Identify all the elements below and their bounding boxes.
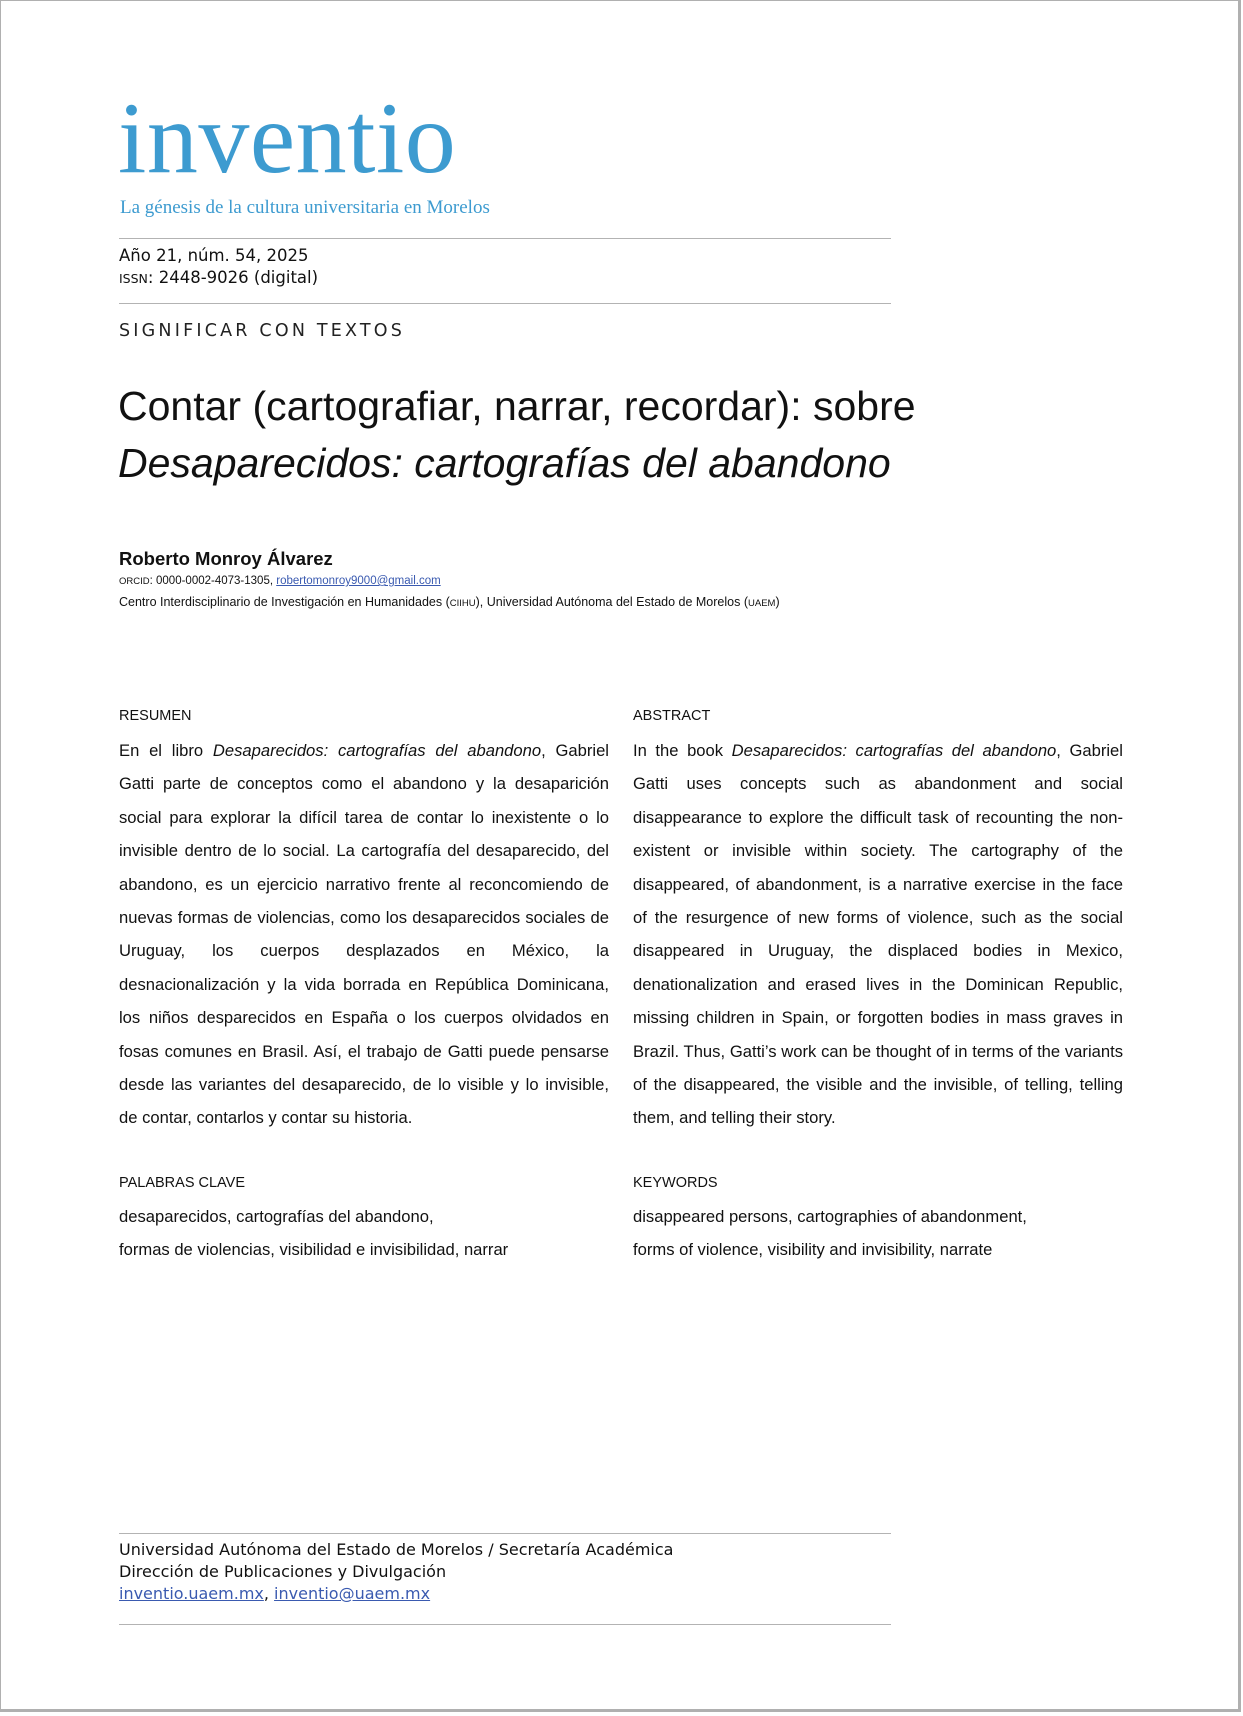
palabras-clave-heading: PALABRAS CLAVE xyxy=(119,1175,245,1191)
abstract-body xyxy=(633,734,1123,1135)
orcid-label: ORCID xyxy=(119,576,150,587)
palabras-clave-list xyxy=(119,1200,609,1267)
author-affiliation xyxy=(119,595,780,609)
issn-info xyxy=(119,268,318,289)
keywords-heading: KEYWORDS xyxy=(633,1175,718,1191)
author-orcid xyxy=(119,575,441,587)
resumen-body xyxy=(119,734,609,1135)
resumen-text: , Gabriel Gatti parte de conceptos como el abandono y la desaparición social para explorar la difícil tarea de contar lo inexistente o lo invisible dentro de lo social. La cartografía del desaparecido, del abandono, es un ejercicio narrativo frente al reconcomiendo de nuevas formas de violencias, como los desaparecidos sociales de Uruguay, los cuerpos desplazados en México, la desnacionalización y la vida borrada en República Dominicana, los niños desparecidos en España o los cuerpos olvidados en fosas comunes en Brasil. Así, el trabajo de Gatti puede pensarse desde las variantes del desaparecido, de lo visible y lo invisible, de contar, contarlos y contar su historia. xyxy=(119,741,609,1128)
abstract-text: , Gabriel Gatti uses concepts such as abandonment and social disappearance to explore the difficult task of recounting the non-existent or invisible within society. The cartography of the disappeared, of abandonment, is a narrative exercise in the face of the resurgence of new forms of violence, such as the social disappeared in Uruguay, the displaced bodies in Mexico, denationalization and erased lives in the Dominican Republic, missing children in Spain, or forgotten bodies in mass graves in Brazil. Thus, Gatti’s work can be thought of in terms of the variants of the disappeared, the visible and the invisible, of telling, telling them, and telling their story. xyxy=(633,741,1123,1128)
abstract-intro: In the book xyxy=(633,741,732,760)
footer-department: Dirección de Publicaciones y Divulgación xyxy=(119,1562,447,1581)
title-line-2: Desaparecidos: cartografías del abandono xyxy=(118,440,891,486)
divider xyxy=(119,303,891,304)
issue-info: Año 21, núm. 54, 2025 xyxy=(119,246,309,265)
divider xyxy=(119,1624,891,1625)
journal-logo: inventio xyxy=(118,82,457,195)
keywords-line: disappeared persons, cartographies of abandonment, xyxy=(633,1207,1027,1226)
affiliation-abbr: CIIHU xyxy=(449,598,476,609)
abstract-book-title: Desaparecidos: cartografías del abandono xyxy=(731,741,1057,760)
article-title xyxy=(118,378,918,492)
resumen-heading: RESUMEN xyxy=(119,708,192,724)
palabras-clave-line: formas de violencias, visibilidad e invisibilidad, narrar xyxy=(119,1240,509,1260)
title-line-1: Contar (cartografiar, narrar, recordar): sobre xyxy=(118,383,916,429)
footer-links xyxy=(119,1583,430,1606)
resumen-book-title: Desaparecidos: cartografías del abandono xyxy=(212,741,542,760)
issn-label: ISSN xyxy=(119,271,148,286)
divider xyxy=(119,1533,891,1534)
author-email-link[interactable]: robertomonroy9000@gmail.com xyxy=(276,575,441,587)
affiliation-text: ) xyxy=(775,595,780,609)
affiliation-text: Centro Interdisciplinario de Investigación en Humanidades ( xyxy=(119,595,450,609)
author-name: Roberto Monroy Álvarez xyxy=(119,548,333,569)
resumen-intro: En el libro xyxy=(119,741,213,760)
email-link[interactable]: inventio@uaem.mx xyxy=(274,1584,431,1603)
website-link[interactable]: inventio.uaem.mx xyxy=(119,1584,264,1603)
footer-institution: Universidad Autónoma del Estado de Morelos / Secretaría Académica xyxy=(119,1540,674,1559)
affiliation-text: ), Universidad Autónoma del Estado de Morelos ( xyxy=(475,595,748,609)
keywords-list xyxy=(633,1200,1123,1267)
palabras-clave-line: desaparecidos, cartografías del abandono, xyxy=(119,1207,434,1226)
abstract-heading: ABSTRACT xyxy=(633,708,711,724)
section-label: SIGNIFICAR CON TEXTOS xyxy=(119,321,406,341)
issn-value: : 2448-9026 (digital) xyxy=(147,268,319,287)
keywords-line: forms of violence, visibility and invisibility, narrate xyxy=(633,1240,993,1260)
journal-tagline: La génesis de la cultura universitaria en Morelos xyxy=(120,197,490,218)
affiliation-abbr: UAEM xyxy=(748,598,776,609)
divider xyxy=(119,238,891,239)
separator: , xyxy=(263,1584,275,1603)
orcid-value: : 0000-0002-4073-1305, xyxy=(149,575,277,587)
